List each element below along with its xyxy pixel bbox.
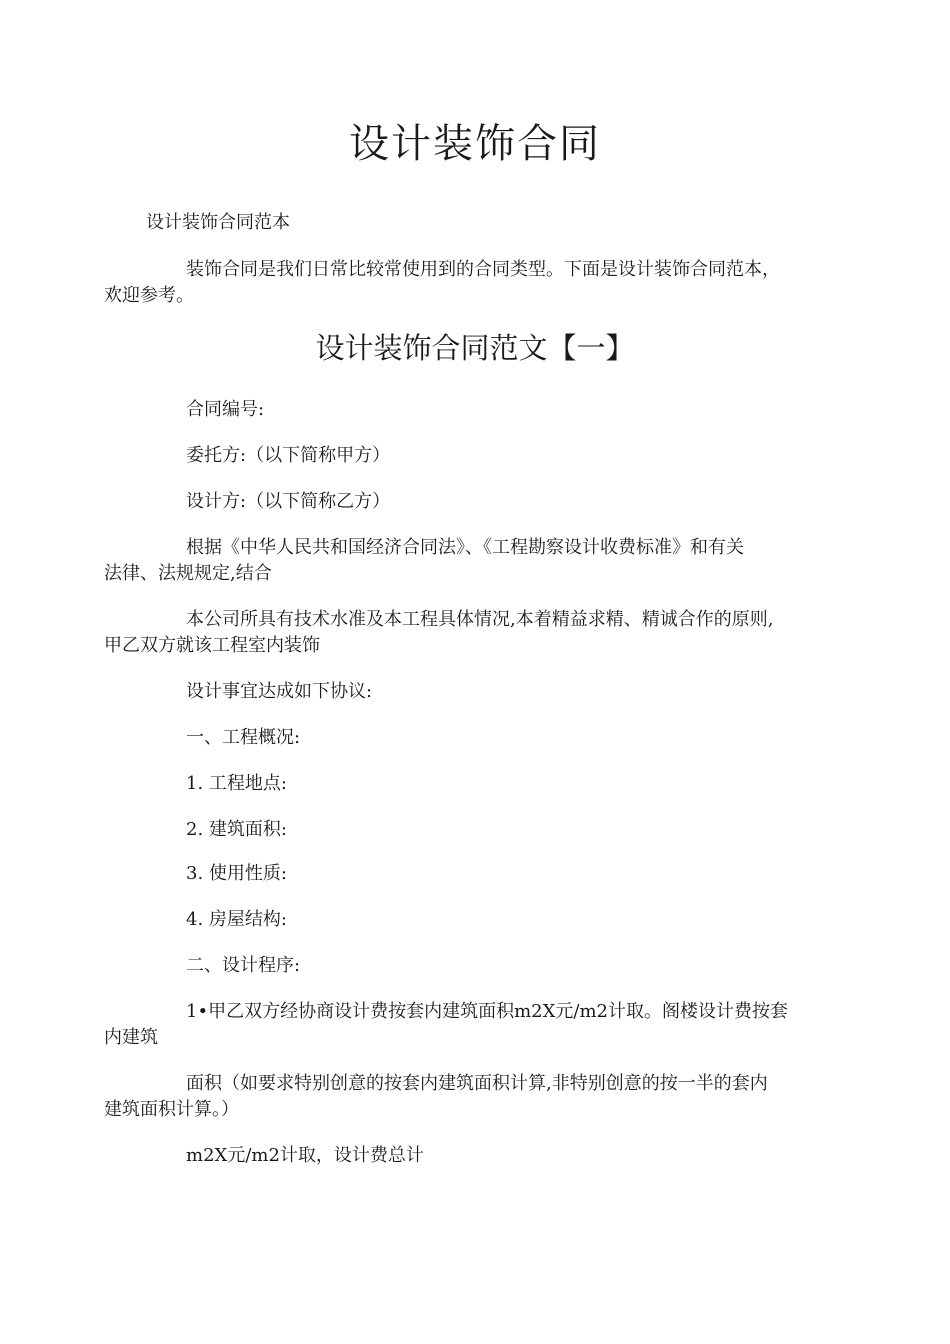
basis-line-2: 法律、法规规定,结合 (104, 563, 272, 584)
intro-line-1: 装饰合同是我们日常比较常使用到的合同类型。下面是设计装饰合同范本， (186, 259, 780, 280)
agreement-line: 设计事宜达成如下协议: (186, 681, 373, 702)
area-line-1: 面积（如要求特别创意的按套内建筑面积计算,非特别创意的按一半的套内 (186, 1073, 768, 1094)
item-project-location: 1. 工程地点: (186, 773, 287, 794)
fee-line-2: 内建筑 (104, 1027, 158, 1048)
item-building-area: 2. 建筑面积: (186, 819, 287, 840)
intro-line-2: 欢迎参考。 (104, 285, 194, 306)
fee-line-1: 1•甲乙双方经协商设计费按套内建筑面积m2X元/m2计取。阁楼设计费按套 (186, 1001, 788, 1022)
item-usage-type: 3. 使用性质: (186, 863, 287, 884)
area-line-2: 建筑面积计算。） (104, 1099, 239, 1120)
section-2-heading: 二、设计程序: (186, 955, 301, 976)
designer-party-label: 设计方:（以下简称乙方） (186, 491, 391, 512)
section-heading: 设计装饰合同范文【一】 (315, 331, 635, 365)
item-building-structure: 4. 房屋结构: (186, 909, 287, 930)
document-subtitle: 设计装饰合同范本 (146, 212, 290, 233)
client-party-label: 委托方:（以下简称甲方） (186, 445, 391, 466)
section-1-heading: 一、工程概况: (186, 727, 301, 748)
basis-line-1: 根据《中华人民共和国经济合同法》、《工程勘察设计收费标准》和有关 (186, 537, 744, 558)
total-fee-line: m2X元/m2计取，设计费总计 (186, 1145, 424, 1166)
contract-number-label: 合同编号: (186, 399, 265, 420)
document-title: 设计装饰合同 (349, 121, 601, 167)
company-line-2: 甲乙双方就该工程室内装饰 (104, 635, 320, 656)
company-line-1: 本公司所具有技术水准及本工程具体情况,本着精益求精、精诚合作的原则, (186, 609, 774, 630)
